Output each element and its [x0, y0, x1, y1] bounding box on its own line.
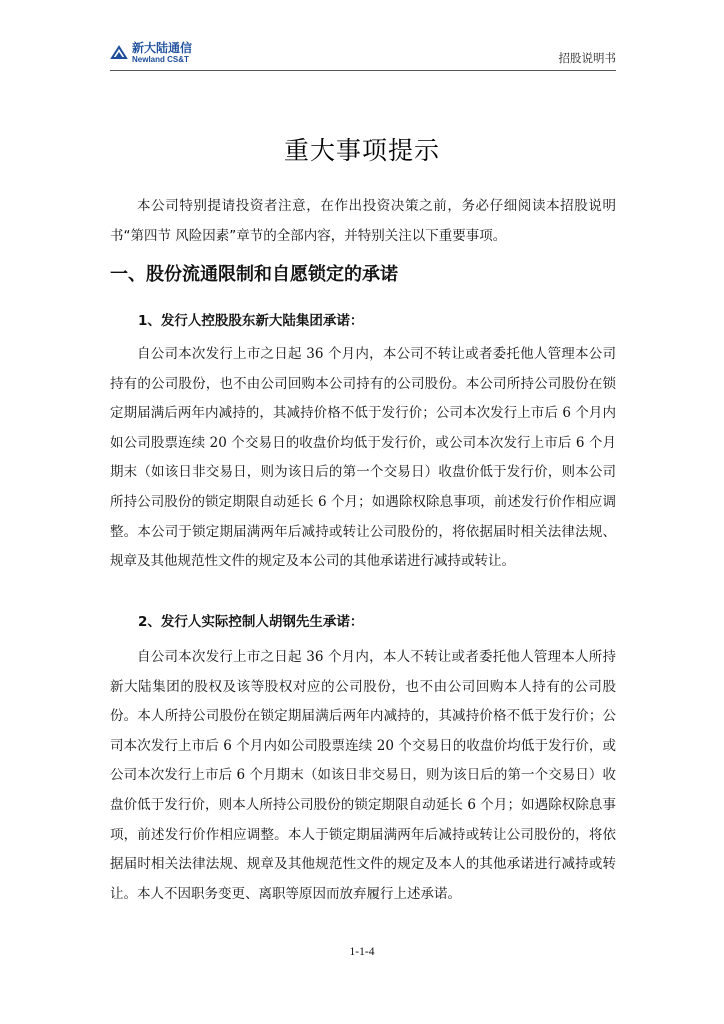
paragraph-actual-controller: 自公司本次发行上市之日起 36 个月内，本人不转让或者委托他人管理本人所持新大陆集团的股权及该等股权对应的公司股份，也不由公司回购本人持有的公司股份。本人所持公司股份在锁定期届满后两年内减持的，其减持价格不低于发行价；公司本次发行上市后 6 个月内如公司股票连续 20 个交易日的收盘价均低于发行价，或公司本次发行上市后 6 个月期末（如该日非交易日，则为该日后的第一个交易日）收盘价低于发行价，则本人所持公司股份的锁定期限自动延长 6 个月；如遇除权除息事项，前述发行价作相应调整。本人于锁定期届满两年后减持或转让公司股份的，将依据届时相关法律法规、规章及其他规范性文件的规定及本人的其他承诺进行减持或转让。本人不因职务变更、离职等原因而放弃履行上述承诺。: [110, 649, 616, 902]
logo-english-name: Newland CS&T: [132, 55, 189, 64]
subheading-actual-controller: 2、发行人实际控制人胡钢先生承诺：: [138, 614, 364, 630]
paragraph-controlling-shareholder: 自公司本次发行上市之日起 36 个月内，本公司不转让或者委托他人管理本公司持有的公司股份，也不由公司回购本公司持有的公司股份。本公司所持公司股份在锁定期届满后两年内减持的，其减持价格不低于发行价；公司本次发行上市后 6 个月内如公司股票连续 20 个交易日的收盘价均低于发行价，或公司本次发行上市后 6 个月期末（如该日非交易日，则为该日后的第一个交易日）收盘价低于发行价，则本公司所持公司股份的锁定期限自动延长 6 个月；如遇除权除息事项，前述发行价作相应调整。本公司于锁定期届满两年后减持或转让公司股份的，将依据届时相关法律法规、规章及其他规范性文件的规定及本公司的其他承诺进行减持或转让。: [110, 346, 616, 570]
document-type: 招股说明书: [558, 51, 616, 65]
intro-paragraph: 本公司特别提请投资者注意，在作出投资决策之前，务必仔细阅读本招股说明书“第四节 风险因素”章节的全部内容，并特别关注以下重要事项。: [110, 198, 616, 244]
section-heading: 一、股份流通限制和自愿锁定的承诺: [110, 264, 398, 285]
subheading-controlling-shareholder: 1、发行人控股股东新大陆集团承诺：: [138, 313, 364, 329]
logo-mark-icon: [110, 44, 128, 62]
page-header: [110, 40, 616, 71]
page-title: 重大事项提示: [283, 136, 440, 165]
page-number: 1-1-4: [349, 946, 375, 958]
logo-chinese-name: 新大陆通信: [132, 41, 193, 55]
company-logo: [110, 40, 192, 66]
